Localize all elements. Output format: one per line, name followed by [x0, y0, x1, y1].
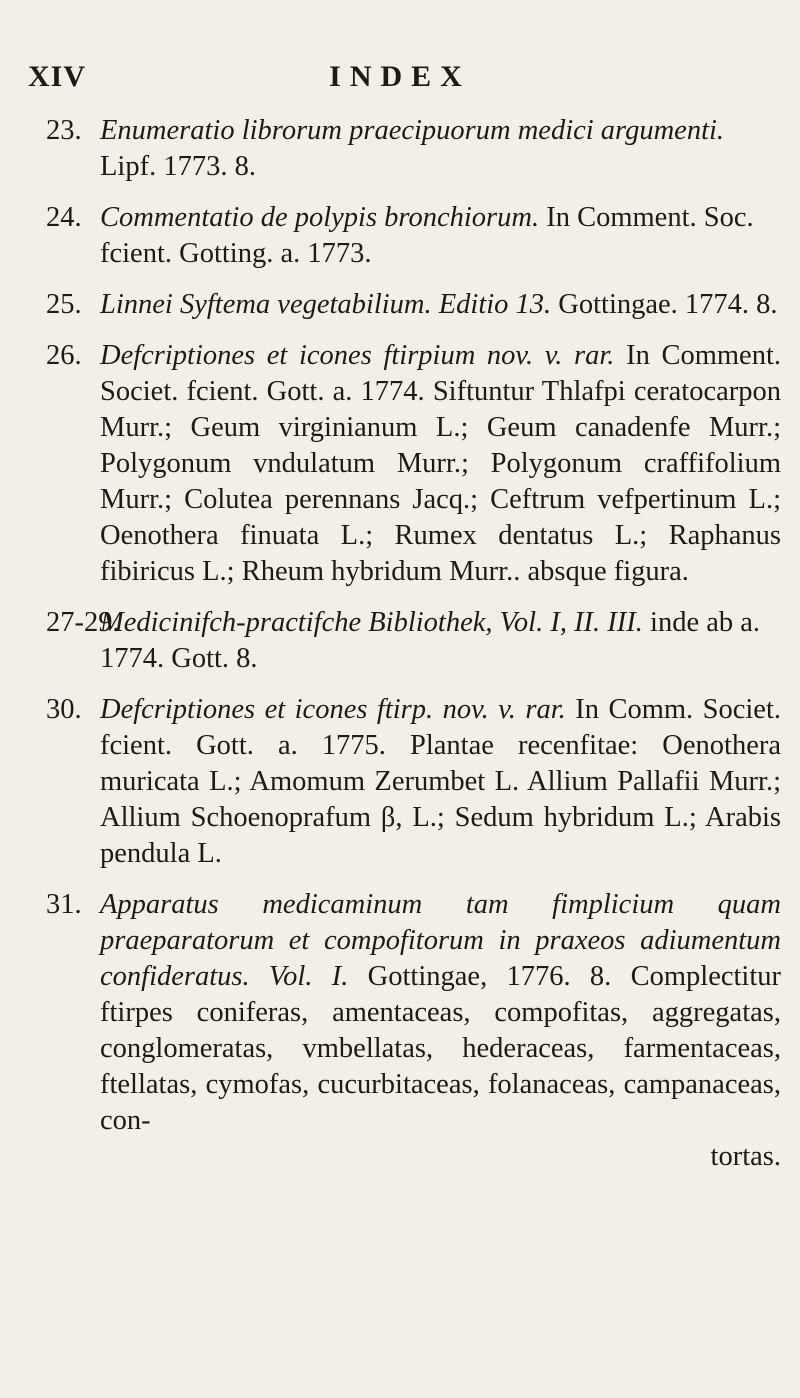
entry-details: Lipf. 1773. 8. [100, 151, 256, 182]
entry-title: Defcriptiones et icones ftirpium nov. v. rar. [100, 340, 615, 371]
entry-number: 24. [46, 202, 82, 233]
index-entry [46, 287, 781, 323]
index-entry [46, 605, 781, 677]
entry-details: In Comm. Societ. fcient. Gott. a. 1775. Plantae recenfitae: Oenothera muricata L.; Amomum Zerumbet L. Allium Pallafii Murr.; Allium Schoenoprafum β, L.; Sedum hybridum L.; Arabis pendula L. [100, 694, 781, 869]
entry-number: 23. [46, 115, 82, 146]
page-header [28, 60, 772, 100]
entry-title: Linnei Syftema vegetabilium. Editio 13. [100, 289, 552, 320]
entry-number: 26. [46, 340, 82, 371]
page-number: XIV [28, 60, 87, 93]
entry-title: Apparatus medicaminum tam fimplicium quam praeparatorum et compofitorum in praxeos adiumentum confideratus. Vol. I. [100, 889, 781, 992]
entry-number: 27-29. [46, 607, 120, 638]
entry-details: In Comment. Societ. fcient. Gott. a. 1774. Siftuntur Thlafpi ceratocarpon Murr.; Geum virginianum L.; Geum canadenfe Murr.; Polygonum vndulatum Murr.; Polygonum craffifolium Murr.; Colutea perennans Jacq.; Ceftrum vefpertinum L.; Oenothera finuata L.; Rumex dentatus L.; Raphanus fibiricus L.; Rheum hybridum Murr.. absque figura. [100, 340, 782, 587]
index-entry [46, 887, 781, 1175]
index-entry [46, 200, 781, 272]
entry-details: inde ab a. 1774. Gott. 8. [100, 607, 761, 674]
entry-title: Defcriptiones et icones ftirp. nov. v. rar. [100, 694, 566, 725]
running-title: INDEX [329, 60, 471, 93]
entry-number: 31. [46, 889, 82, 920]
entry-final-line: tortas. [710, 1141, 781, 1172]
entry-number: 30. [46, 694, 82, 725]
entry-title: Commentatio de polypis bronchiorum. [100, 202, 540, 233]
index-entry [46, 113, 781, 185]
entry-details: Gottingae. 1774. 8. [551, 289, 778, 320]
index-entry [46, 692, 781, 872]
entry-title: Enumeratio librorum praecipuorum medici argumenti. [100, 115, 725, 146]
index-entries [46, 113, 781, 1190]
index-entry [46, 338, 781, 590]
entry-number: 25. [46, 289, 82, 320]
entry-details: In Comment. Soc. fcient. Gotting. a. 1773. [100, 202, 754, 269]
entry-details: Gottingae, 1776. 8. Complectitur ftirpes coniferas, amentaceas, compofitas, aggregatas, conglomeratas, vmbellatas, hederaceas, farmentaceas, ftellatas, cymofas, cucurbitaceas, folanaceas, campanaceas, con- [100, 961, 781, 1136]
entry-title: Medicinifch-practifche Bibliothek, Vol. I, II. III. [100, 607, 643, 638]
